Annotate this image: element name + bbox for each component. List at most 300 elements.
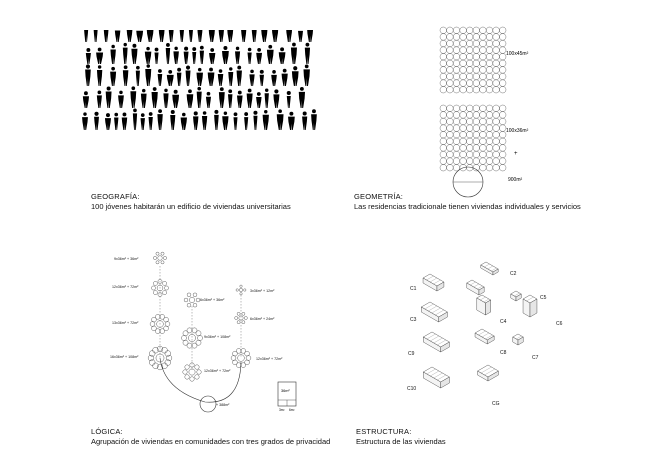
unit-circle (440, 60, 447, 67)
unit-circle (466, 125, 473, 132)
unit-circle (473, 118, 480, 125)
person-silhouette (282, 69, 288, 86)
unit-circle (473, 125, 480, 132)
unit-circle (493, 53, 500, 60)
grid2-label: 100x36m² (506, 128, 529, 134)
unit-circle (493, 118, 500, 125)
unit-circle (493, 105, 500, 112)
logic-label-5: 6x36m² + 36m² (200, 298, 225, 302)
unit-circle (499, 80, 506, 87)
structure-block (477, 295, 491, 315)
unit-circle (453, 60, 460, 67)
unit-circle (453, 151, 460, 158)
person-silhouette (256, 48, 262, 64)
structure-label-c7: C7 (532, 355, 539, 361)
unit-circle (480, 145, 487, 152)
geografia-title: GEOGRAFÍA: (91, 192, 140, 201)
unit-circle (440, 80, 447, 87)
unit-circle (486, 80, 493, 87)
unit-circle (499, 105, 506, 112)
unit-circle (447, 112, 454, 119)
unit-circle (493, 164, 500, 171)
unit-circle (473, 158, 480, 165)
person-silhouette (256, 92, 261, 108)
structure-label-c5: C5 (540, 295, 547, 301)
unit-circle (480, 73, 487, 80)
person-silhouette (159, 30, 165, 42)
unit-circle (453, 118, 460, 125)
grid-100x45 (440, 27, 506, 93)
geografia-text: 100 jóvenes habitarán un edificio de viviendas universitarias (91, 202, 291, 211)
unit-circle (466, 80, 473, 87)
unit-circle (493, 151, 500, 158)
person-silhouette (189, 30, 193, 42)
unit-circle (480, 151, 487, 158)
unit-circle (460, 112, 467, 119)
person-silhouette (209, 30, 215, 42)
unit-circle (473, 47, 480, 54)
unit-circle (486, 158, 493, 165)
unit-circle (473, 27, 480, 34)
person-silhouette (263, 110, 269, 130)
unit-circle (493, 73, 500, 80)
estructura-panel (400, 255, 580, 420)
person-silhouette (228, 67, 233, 86)
unit-circle (466, 34, 473, 41)
structure-label-c6: C6 (556, 321, 563, 327)
unit-circle (447, 53, 454, 60)
person-silhouette (271, 70, 277, 86)
person-silhouette (187, 89, 194, 108)
grid1-label: 100x45m² (506, 51, 529, 57)
person-silhouette (222, 46, 229, 64)
unit-circle (460, 67, 467, 74)
person-silhouette (184, 47, 189, 64)
unit-circle (473, 164, 480, 171)
structure-label-c4: C4 (500, 319, 507, 325)
person-silhouette (158, 69, 163, 86)
community-cluster (181, 328, 202, 348)
unit-circle (453, 138, 460, 145)
person-silhouette (202, 111, 207, 130)
unit-circle (473, 105, 480, 112)
logica-caption (91, 427, 330, 447)
unit-circle (480, 47, 487, 54)
unit-circle (453, 80, 460, 87)
person-silhouette (133, 109, 137, 130)
person-silhouette (110, 45, 115, 64)
person-silhouette (279, 47, 286, 64)
unit-circle (453, 47, 460, 54)
unit-circle (473, 73, 480, 80)
unit-circle (499, 40, 506, 47)
person-silhouette (145, 64, 151, 86)
person-silhouette (307, 30, 313, 42)
unit-circle (466, 112, 473, 119)
unit-circle (466, 53, 473, 60)
person-silhouette (252, 30, 257, 42)
logic-label-7: 12x36m² + 72m² (204, 369, 231, 373)
person-silhouette (177, 68, 182, 86)
unit-circle (486, 67, 493, 74)
unit-circle (466, 60, 473, 67)
unit-circle (447, 164, 454, 171)
unit-circle (466, 73, 473, 80)
unit-circle (447, 138, 454, 145)
unit-circle (493, 112, 500, 119)
logica-diagram (100, 240, 320, 420)
person-silhouette (97, 91, 102, 108)
logic-arc (160, 358, 241, 402)
logic-clusters (148, 252, 251, 381)
person-silhouette (166, 43, 170, 64)
person-silhouette (181, 113, 187, 130)
unit-circle (473, 67, 480, 74)
unit-circle (440, 164, 447, 171)
unit-circle (486, 112, 493, 119)
unit-circle (466, 86, 473, 93)
person-silhouette (85, 64, 91, 86)
person-silhouette (228, 89, 232, 108)
person-silhouette (82, 112, 88, 130)
logic-label-6: 9x36m² + 108m² (204, 335, 231, 339)
unit-circle (473, 53, 480, 60)
unit-circle (473, 60, 480, 67)
unit-circle (447, 67, 454, 74)
structure-label-c8: C8 (500, 350, 507, 356)
unit-circle (499, 73, 506, 80)
unit-circle (453, 158, 460, 165)
logic-label-1: 9x36m² + 36m² (114, 257, 139, 261)
unit-circle (493, 80, 500, 87)
logic-label-9: 6x36m² + 24m² (250, 317, 275, 321)
logic-label-4: 16x36m² + 108m² (110, 355, 139, 359)
unit-circle (480, 27, 487, 34)
structure-label-c10: C10 (407, 386, 417, 392)
structure-block (467, 280, 484, 295)
unit-circle (493, 158, 500, 165)
person-silhouette (253, 111, 257, 130)
person-silhouette (186, 65, 191, 86)
person-silhouette (114, 113, 118, 130)
unit-circle (486, 164, 493, 171)
unit-circle (447, 34, 454, 41)
person-silhouette (136, 66, 140, 86)
unit-circle (440, 118, 447, 125)
unit-circle (453, 112, 460, 119)
unit-circle (473, 151, 480, 158)
person-silhouette (145, 47, 151, 64)
logic-label-3: 13x36m² + 72m² (112, 321, 139, 325)
person-silhouette (227, 30, 233, 42)
unit-circle (447, 86, 454, 93)
unit-circle (499, 158, 506, 165)
unit-circle (486, 138, 493, 145)
unit-circle (440, 86, 447, 93)
person-silhouette (141, 89, 147, 108)
unit-circle (486, 27, 493, 34)
service-box (278, 382, 296, 412)
unit-circle (440, 47, 447, 54)
person-silhouette (261, 30, 267, 42)
unit-circle (499, 60, 506, 67)
unit-circle (473, 40, 480, 47)
unit-circle (486, 47, 493, 54)
community-cluster (184, 293, 200, 307)
community-cluster (236, 285, 246, 295)
person-silhouette (273, 89, 279, 108)
unit-circle (473, 86, 480, 93)
unit-circle (447, 118, 454, 125)
unit-circle (486, 34, 493, 41)
unit-circle (453, 34, 460, 41)
unit-circle (486, 145, 493, 152)
unit-circle (466, 67, 473, 74)
unit-circle (466, 47, 473, 54)
person-silhouette (141, 113, 145, 130)
unit-circle (466, 118, 473, 125)
person-silhouette (298, 30, 303, 42)
unit-circle (473, 145, 480, 152)
person-silhouette (106, 86, 112, 108)
unit-circle (453, 40, 460, 47)
unit-circle (480, 118, 487, 125)
person-silhouette (233, 112, 237, 130)
unit-circle (493, 125, 500, 132)
unit-circle (466, 158, 473, 165)
person-silhouette (193, 111, 198, 130)
unit-circle (440, 53, 447, 60)
person-silhouette (222, 112, 228, 130)
unit-circle (440, 112, 447, 119)
person-silhouette (299, 87, 305, 108)
person-silhouette (218, 69, 223, 86)
person-silhouette (130, 86, 136, 108)
community-cluster (153, 252, 166, 264)
unit-circle (473, 112, 480, 119)
unit-circle (453, 105, 460, 112)
unit-circle (460, 131, 467, 138)
unit-circle (480, 105, 487, 112)
unit-circle (447, 125, 454, 132)
unit-circle (486, 105, 493, 112)
geometria-text: Las residencias tradicionale tienen viviendas individuales y servicios (354, 202, 581, 211)
unit-circle (480, 60, 487, 67)
unit-circle (486, 60, 493, 67)
structure-block (423, 274, 444, 291)
person-silhouette (219, 87, 225, 108)
unit-circle (440, 151, 447, 158)
unit-circle (499, 67, 506, 74)
estructura-title: ESTRUCTURA: (356, 427, 412, 436)
unit-circle (480, 40, 487, 47)
unit-circle (486, 125, 493, 132)
person-silhouette (149, 112, 153, 130)
structure-block (421, 302, 447, 322)
unit-circle (480, 164, 487, 171)
person-silhouette (167, 70, 174, 86)
box-b-label: 6m² (289, 408, 295, 412)
unit-circle (440, 34, 447, 41)
unit-circle (440, 145, 447, 152)
unit-circle (453, 67, 460, 74)
unit-circle (447, 47, 454, 54)
unit-circle (440, 158, 447, 165)
logic-label-8: 3x36m² + 12m² (250, 289, 275, 293)
person-silhouette (104, 30, 109, 42)
unit-circle (460, 80, 467, 87)
person-silhouette (123, 65, 129, 86)
person-silhouette (237, 66, 242, 86)
person-silhouette (131, 44, 137, 64)
person-silhouette (180, 30, 184, 42)
unit-circle (447, 40, 454, 47)
logic-label-2: 12x36m² + 72m² (112, 285, 139, 289)
person-silhouette (288, 112, 295, 130)
unit-circle (460, 27, 467, 34)
logic-label-10: 12x36m² + 72m² (256, 357, 283, 361)
estructura-caption (356, 427, 446, 447)
unit-circle (460, 105, 467, 112)
unit-circle (493, 60, 500, 67)
unit-circle (480, 112, 487, 119)
unit-circle (480, 158, 487, 165)
person-silhouette (110, 67, 116, 86)
unit-circle (480, 67, 487, 74)
unit-circle (460, 145, 467, 152)
geometria-diagram (420, 15, 620, 205)
person-silhouette (287, 91, 291, 108)
unit-circle (453, 125, 460, 132)
unit-circle (460, 138, 467, 145)
unit-circle (486, 86, 493, 93)
person-silhouette (197, 87, 202, 108)
unit-circle (447, 80, 454, 87)
unit-circle (499, 27, 506, 34)
person-silhouette (247, 48, 251, 64)
community-cluster (183, 363, 201, 381)
unit-circle (493, 67, 500, 74)
unit-circle (480, 86, 487, 93)
unit-circle (499, 53, 506, 60)
unit-circle (480, 138, 487, 145)
unit-circle (499, 138, 506, 145)
structure-block (423, 367, 449, 388)
unit-circle (447, 105, 454, 112)
person-silhouette (267, 45, 274, 64)
unit-circle (486, 73, 493, 80)
unit-circle (499, 164, 506, 171)
unit-circle (499, 131, 506, 138)
unit-circle (480, 125, 487, 132)
geometria-panel (420, 15, 620, 205)
structure-block (423, 332, 449, 352)
structure-block (513, 334, 523, 345)
circle-label: 900m² (508, 177, 523, 183)
person-silhouette (265, 89, 269, 108)
person-silhouette (94, 30, 98, 42)
unit-circle (460, 125, 467, 132)
person-silhouette (200, 46, 204, 64)
unit-circle (460, 60, 467, 67)
unit-circle (499, 151, 506, 158)
unit-circle (466, 138, 473, 145)
unit-circle (447, 158, 454, 165)
person-silhouette (169, 30, 174, 42)
person-silhouette (209, 48, 215, 64)
person-silhouette (286, 30, 292, 42)
person-silhouette (206, 92, 211, 108)
unit-circle (493, 47, 500, 54)
unit-circle (499, 86, 506, 93)
unit-circle (447, 145, 454, 152)
unit-circle (453, 73, 460, 80)
person-silhouette (241, 30, 246, 42)
person-silhouette (305, 43, 310, 64)
structure-label-c1: C1 (410, 286, 417, 292)
unit-circle (460, 40, 467, 47)
person-silhouette (118, 91, 124, 108)
unit-circle (460, 73, 467, 80)
person-silhouette (96, 48, 103, 64)
unit-circle (466, 105, 473, 112)
unit-circle (493, 86, 500, 93)
person-silhouette (277, 109, 284, 130)
unit-circle (447, 60, 454, 67)
unit-circle (486, 131, 493, 138)
unit-circle (440, 105, 447, 112)
person-silhouette (152, 87, 158, 108)
unit-circle (440, 73, 447, 80)
unit-circle (486, 40, 493, 47)
box-a-label: 3m² (279, 408, 285, 412)
unit-circle (473, 80, 480, 87)
unit-circle (499, 118, 506, 125)
person-silhouette (136, 30, 143, 42)
unit-circle (466, 131, 473, 138)
unit-circle (453, 131, 460, 138)
person-silhouette (123, 43, 128, 64)
person-silhouette (157, 109, 162, 130)
person-silhouette (214, 110, 219, 130)
unit-circle (453, 145, 460, 152)
unit-circle (466, 145, 473, 152)
unit-circle (473, 138, 480, 145)
estructura-diagram (400, 255, 580, 420)
people-silhouettes (80, 30, 320, 150)
unit-circle (440, 27, 447, 34)
unit-circle (460, 151, 467, 158)
unit-circle (486, 53, 493, 60)
person-silhouette (105, 113, 111, 130)
unit-circle (499, 112, 506, 119)
person-silhouette (94, 112, 99, 130)
structure-block (511, 291, 521, 301)
geografia-panel (80, 30, 320, 190)
structure-block (478, 365, 499, 381)
logica-panel (100, 240, 320, 420)
unit-circle (453, 53, 460, 60)
unit-circle (493, 34, 500, 41)
person-silhouette (172, 90, 179, 108)
unit-circle (480, 131, 487, 138)
unit-circle (466, 151, 473, 158)
geometria-title: GEOMETRÍA: (354, 192, 404, 201)
unit-circle (447, 73, 454, 80)
unit-circle (453, 86, 460, 93)
person-silhouette (237, 91, 243, 108)
person-silhouette (155, 48, 159, 64)
